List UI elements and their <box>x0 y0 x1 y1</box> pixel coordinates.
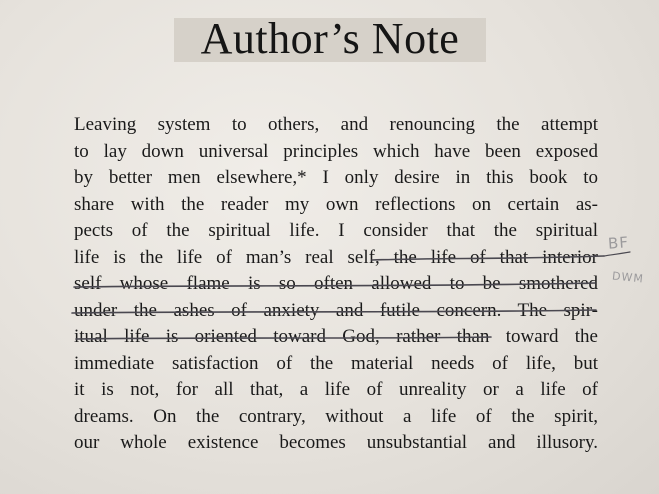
text-line: share with the reader my own reflections on certain as- <box>74 193 598 215</box>
text-line: dreams. On the contrary, without a life of the spirit, <box>74 405 598 427</box>
page-title: Author’s Note <box>200 14 460 63</box>
margin-note: DWM <box>611 269 645 286</box>
text-line: our whole existence becomes unsubstantial and illusory. <box>74 432 598 453</box>
text-line: self whose flame is so often allowed to be smothered <box>74 273 598 294</box>
text-line: pects of the spiritual life. I consider that the spiritual <box>74 220 598 241</box>
text-line: immediate satisfaction of the material needs of life, but <box>74 352 598 374</box>
text-line: to lay down universal principles which have been exposed <box>74 140 598 162</box>
text-line: it is not, for all that, a life of unreality or a life of <box>74 379 598 400</box>
text-line: itual life is oriented toward God, rather than toward the <box>74 326 598 347</box>
text-line: by better men elsewhere,* I only desire in this book to <box>74 167 598 188</box>
text-line: under the ashes of anxiety and futile concern. The spir- <box>74 299 598 321</box>
text-line: Leaving system to others, and renouncing the attempt <box>74 114 598 135</box>
body-text <box>74 112 598 457</box>
text-line: life is the life of man’s real self, the life of that interior <box>74 246 598 268</box>
margin-note: BF <box>607 233 630 253</box>
